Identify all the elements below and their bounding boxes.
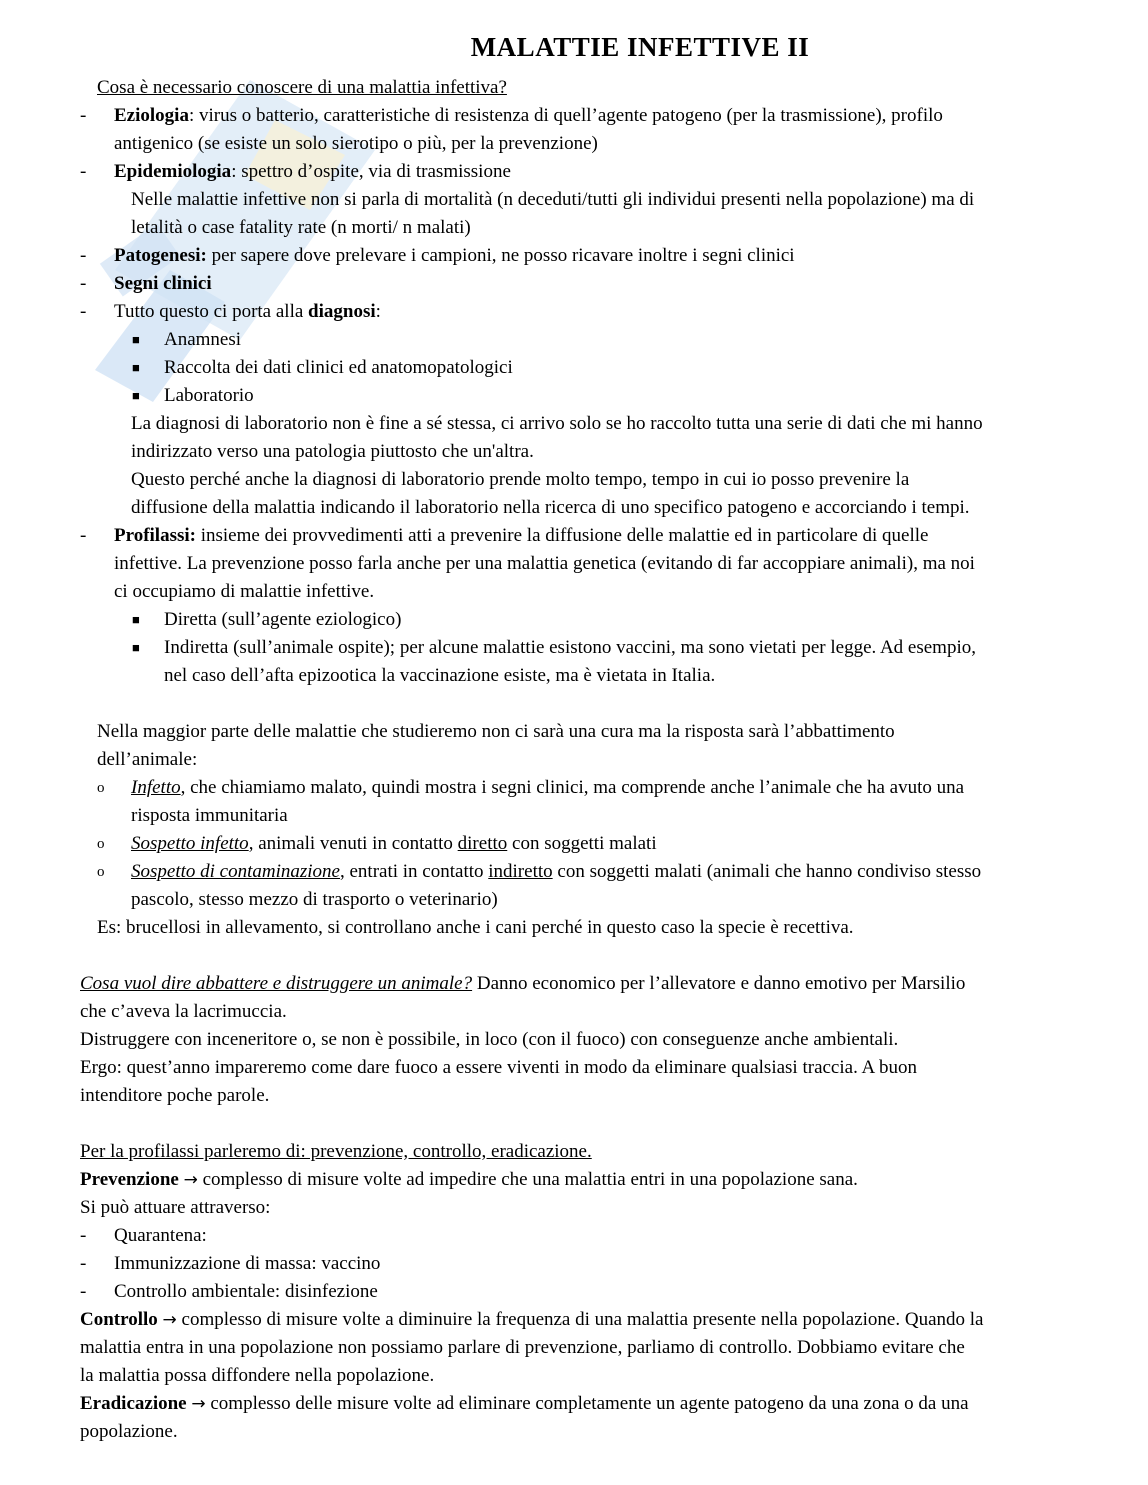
circle-item-sospetto-contaminazione <box>80 858 1120 914</box>
arrow-icon: → <box>162 1310 177 1330</box>
list-item-segni-clinici <box>80 270 1120 298</box>
circle-item-sospetto-infetto <box>80 830 1120 858</box>
epidemiologia-text: : spettro d’ospite, via di trasmissione <box>231 161 511 182</box>
distruzione-answer-1: Danno economico per l’allevatore e danno emotivo per Marsilio <box>472 973 966 994</box>
eradicazione-text: complesso delle misure volte ad eliminare completamente un agente patogeno da una zona o da una <box>205 1393 969 1414</box>
diagnosi-post: : <box>375 301 381 322</box>
term-eradicazione: Eradicazione <box>80 1393 187 1414</box>
term-prevenzione: Prevenzione <box>80 1169 179 1190</box>
profilassi-cont-2: ci occupiamo di malattie infettive. <box>114 581 375 602</box>
square-item <box>80 354 1120 382</box>
diagnosi-item-2: Raccolta dei dati clinici ed anatomopatologici <box>164 357 513 378</box>
prevenzione-item-2: Immunizzazione di massa: vaccino <box>114 1253 381 1274</box>
dash-bullet: - <box>80 273 87 294</box>
document-page <box>80 30 1120 1446</box>
square-bullet: ■ <box>132 640 140 655</box>
sospetto-contaminazione-text: , entrati in contatto <box>339 861 489 882</box>
square-bullet: ■ <box>132 360 140 375</box>
sospetto-infetto-end: con soggetti malati <box>507 833 657 854</box>
diagnosi-item-1: Anamnesi <box>164 329 242 350</box>
sospetto-contaminazione-cont: pascolo, stesso mezzo di trasporto o veterinario) <box>131 889 498 910</box>
profilassi-indiretta: Indiretta (sull’animale ospite); per alcune malattie esistono vaccini, ma sono vietati per legge. Ad esempio, <box>164 637 976 658</box>
eziologia-text: : virus o batterio, caratteristiche di resistenza di quell’agente patogeno (per la trasmissione), profilo <box>188 105 943 126</box>
dash-bullet: - <box>80 1225 87 1246</box>
profilassi-diretta: Diretta (sull’agente eziologico) <box>164 609 402 630</box>
controllo-cont-1: malattia entra in una popolazione non possiamo parlare di prevenzione, parliamo di controllo. Dobbiamo evitare che <box>80 1337 965 1358</box>
circle-bullet: o <box>97 780 105 796</box>
distruzione-answer-5: intenditore poche parole. <box>80 1085 270 1106</box>
sospetto-contaminazione-indiretto: indiretto <box>488 861 553 882</box>
list-item-epidemiologia <box>80 158 1120 186</box>
arrow-icon: → <box>183 1170 198 1190</box>
diagnosi-paragraph-2: indirizzato verso una patologia piuttosto che un'altra. <box>131 441 534 462</box>
infetto-text: , che chiamiamo malato, quindi mostra i segni clinici, ma comprende anche l’animale che ha avuto una <box>180 777 965 798</box>
esempio-brucellosi: Es: brucellosi in allevamento, si controllano anche i cani perché in questo caso la specie è recettiva. <box>97 917 854 938</box>
prevenzione-line <box>80 1166 1120 1194</box>
distruzione-answer-3: Distruggere con inceneritore o, se non è possibile, in loco (con il fuoco) con conseguenze anche ambientali. <box>80 1029 899 1050</box>
dash-bullet: - <box>80 245 87 266</box>
term-epidemiologia: Epidemiologia <box>114 161 232 182</box>
epidemiologia-note-1: Nelle malattie infettive non si parla di mortalità (n deceduti/tutti gli individui presenti nella popolazione) ma di <box>131 189 975 210</box>
dash-bullet: - <box>80 525 87 546</box>
profilassi-text: insieme dei provvedimenti atti a prevenire la diffusione delle malattie ed in particolare di quelle <box>195 525 929 546</box>
diagnosi-paragraph-3: Questo perché anche la diagnosi di laboratorio prende molto tempo, tempo in cui io posso prevenire la <box>131 469 910 490</box>
infetto-cont: risposta immunitaria <box>131 805 288 826</box>
term-patogenesi: Patogenesi: <box>114 245 207 266</box>
term-diagnosi: diagnosi <box>308 301 376 322</box>
prevenzione-text: complesso di misure volte ad impedire che una malattia entri in una popolazione sana. <box>197 1169 858 1190</box>
prevenzione-item <box>80 1222 1120 1250</box>
profilassi-temi-heading: Per la profilassi parleremo di: prevenzione, controllo, eradicazione. <box>80 1141 592 1162</box>
abbattimento-line-1: Nella maggior parte delle malattie che studieremo non ci sarà una cura ma la risposta sarà l’abbattimento <box>97 721 895 742</box>
square-bullet: ■ <box>132 612 140 627</box>
term-eziologia: Eziologia <box>114 105 189 126</box>
dash-bullet: - <box>80 301 87 322</box>
prevenzione-item <box>80 1250 1120 1278</box>
dash-bullet: - <box>80 1281 87 1302</box>
controllo-line <box>80 1306 1120 1334</box>
list-item-eziologia <box>80 102 1120 158</box>
distruzione-question: Cosa vuol dire abbattere e distruggere un animale? <box>80 973 473 994</box>
square-item <box>80 606 1120 634</box>
term-profilassi: Profilassi: <box>114 525 196 546</box>
arrow-icon: → <box>191 1394 206 1414</box>
term-sospetto-infetto: Sospetto infetto <box>131 833 249 854</box>
square-bullet: ■ <box>132 332 140 347</box>
distruzione-line-1 <box>80 970 1120 998</box>
square-item <box>80 634 1120 690</box>
diagnosi-paragraph-1: La diagnosi di laboratorio non è fine a sé stessa, ci arrivo solo se ho raccolto tutta una serie di dati che mi hanno <box>131 413 983 434</box>
prevenzione-item-1: Quarantena: <box>114 1225 207 1246</box>
sospetto-contaminazione-end: con soggetti malati (animali che hanno condiviso stesso <box>552 861 982 882</box>
sospetto-infetto-diretto: diretto <box>457 833 508 854</box>
prevenzione-item <box>80 1278 1120 1306</box>
term-segni-clinici: Segni clinici <box>114 273 212 294</box>
list-item-patogenesi <box>80 242 1120 270</box>
prevenzione-item-3: Controllo ambientale: disinfezione <box>114 1281 378 1302</box>
dash-bullet: - <box>80 1253 87 1274</box>
distruzione-answer-4: Ergo: quest’anno impareremo come dare fuoco a essere viventi in modo da eliminare qualsiasi traccia. A buon <box>80 1057 917 1078</box>
attuare-line: Si può attuare attraverso: <box>80 1197 271 1218</box>
profilassi-cont-1: infettive. La prevenzione posso farla anche per una malattia genetica (evitando di far accoppiare animali), ma noi <box>114 553 975 574</box>
square-item <box>80 382 1120 410</box>
circle-bullet: o <box>97 864 105 880</box>
term-sospetto-contaminazione: Sospetto di contaminazione <box>131 861 340 882</box>
abbattimento-line-2: dell’animale: <box>97 749 198 770</box>
list-item-profilassi <box>80 522 1120 606</box>
dash-bullet: - <box>80 105 87 126</box>
intro-question: Cosa è necessario conoscere di una malattia infettiva? <box>97 77 507 98</box>
profilassi-indiretta-cont: nel caso dell’afta epizootica la vaccinazione esiste, ma è vietata in Italia. <box>164 665 716 686</box>
dash-bullet: - <box>80 161 87 182</box>
sospetto-infetto-text: , animali venuti in contatto <box>248 833 458 854</box>
distruzione-answer-2: che c’aveva la lacrimuccia. <box>80 1001 287 1022</box>
patogenesi-text: per sapere dove prelevare i campioni, ne posso ricavare inoltre i segni clinici <box>206 245 795 266</box>
circle-item-infetto <box>80 774 1120 830</box>
square-bullet: ■ <box>132 388 140 403</box>
square-item <box>80 326 1120 354</box>
eradicazione-cont: popolazione. <box>80 1421 178 1442</box>
diagnosi-paragraph-4: diffusione della malattia indicando il laboratorio nella ricerca di uno specifico patogeno e accorciando i tempi. <box>131 497 970 518</box>
term-infetto: Infetto <box>131 777 181 798</box>
epidemiologia-note-2: letalità o case fatality rate (n morti/ n malati) <box>131 217 471 238</box>
term-controllo: Controllo <box>80 1309 158 1330</box>
controllo-text: complesso di misure volte a diminuire la frequenza di una malattia presente nella popolazione. Quando la <box>176 1309 984 1330</box>
list-item-diagnosi <box>80 298 1120 326</box>
eziologia-cont: antigenico (se esiste un solo sierotipo o più, per la prevenzione) <box>114 133 598 154</box>
controllo-cont-2: la malattia possa diffondere nella popolazione. <box>80 1365 435 1386</box>
diagnosi-item-3: Laboratorio <box>164 385 254 406</box>
eradicazione-line <box>80 1390 1120 1418</box>
circle-bullet: o <box>97 836 105 852</box>
page-title: MALATTIE INFETTIVE II <box>470 32 810 62</box>
diagnosi-pre: Tutto questo ci porta alla <box>114 301 309 322</box>
